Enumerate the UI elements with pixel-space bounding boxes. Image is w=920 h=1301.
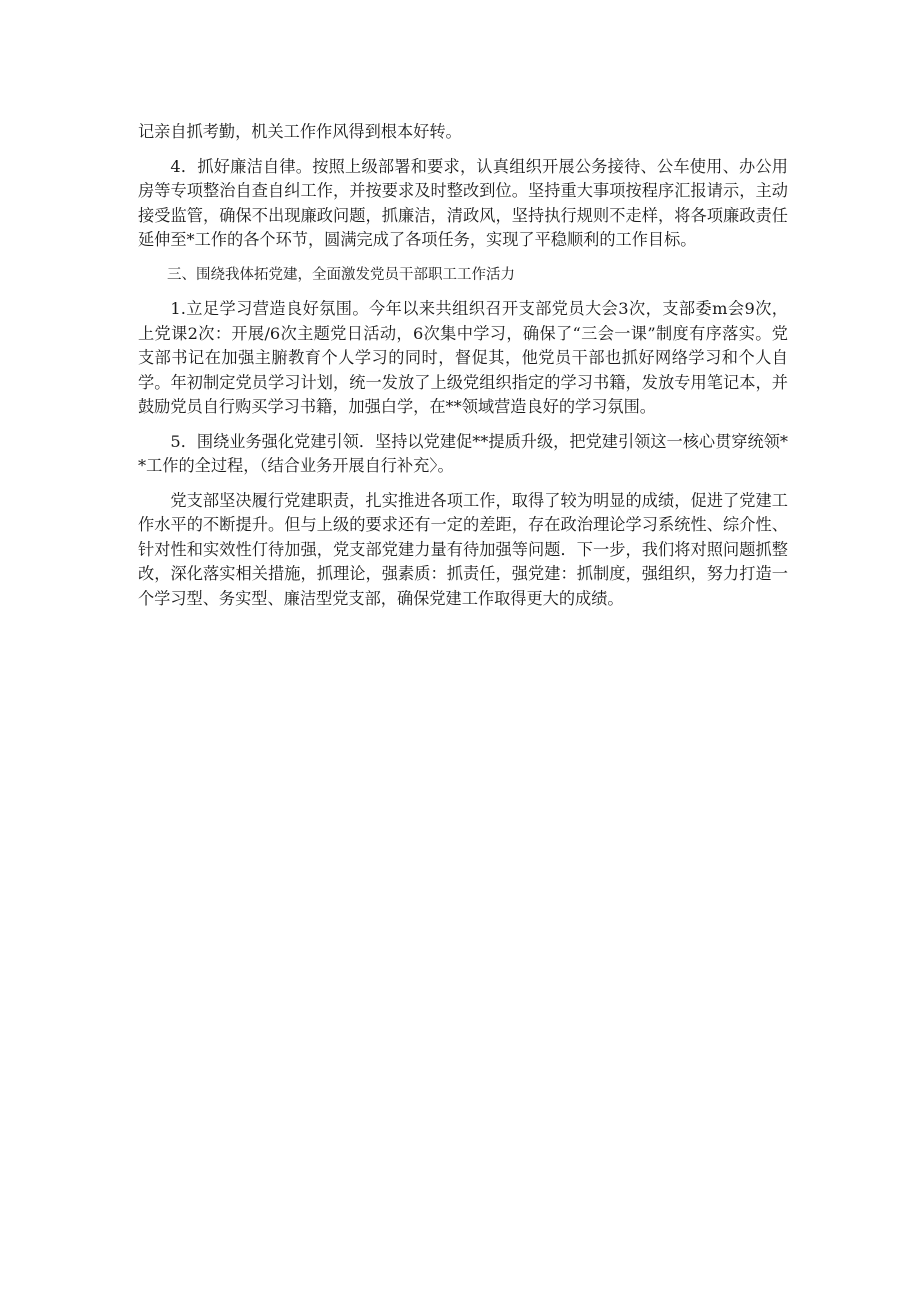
paragraph-continuation: 记亲自抓考勤，机关工作作风得到根本好转。: [138, 122, 462, 141]
document-page: [138, 120, 788, 621]
paragraph-item-1: 1.立足学习营造良好氛围。今年以来共组织召开支部党员大会3次，支部委m会9次，上党课2次：开展/6次主题党日活动，6次集中学习，确保了“三会一课”制度有序落实。党支部书记在加强主腑教育个人学习的同时，督促其，他党员干部也抓好网络学习和个人自学。年初制定党员学习计划，统一发放了上级党组织指定的学习书籍，发放专用笔记本，并鼓励党员自行购买学习书籍，加强白学，在**领域营造良好的学习氛围。: [138, 299, 788, 416]
section-heading-3: 三、围绕我体拓党建，全面激发党员干部职工工作活力: [167, 266, 515, 283]
paragraph-conclusion: 党支部坚决履行党建职责，扎实推进各项工作，取得了较为明显的成绩，促进了党建工作水平的不断提升。但与上级的要求还有一定的差距，存在政治理论学习系统性、综介性、针对性和实效性仃待加强，党支部党建力量有待加强等问题．下一步，我们将对照问题抓整改，深化落实相关措施，抓理论，强素质：抓责任，强党建：抓制度，强组织，努力打造一个学习型、务实型、廉洁型党支部，确保党建工作取得更大的成绩。: [138, 490, 788, 608]
paragraph-item-5: 5．围绕业务强化党建引领．坚持以党建促**提质升级，把党建引领这一核心贯穿统领**工作的全过程，（结合业务开展自行补充〉。: [138, 431, 788, 475]
paragraph-item-4: 4．抓好廉洁自律。按照上级部署和要求，认真组织开展公务接待、公车使用、办公用房等专项整治自查自纠工作，并按要求及时整改到位。坚持重大事项按程序汇报请示，主动接受监管，确保不出现廉政问题，抓廉洁，清政风，坚持执行规则不走样，将各项廉政责任延伸至*工作的各个环节，圆满完成了各项任务，实现了平稳顺利的工作目标。: [138, 156, 788, 249]
